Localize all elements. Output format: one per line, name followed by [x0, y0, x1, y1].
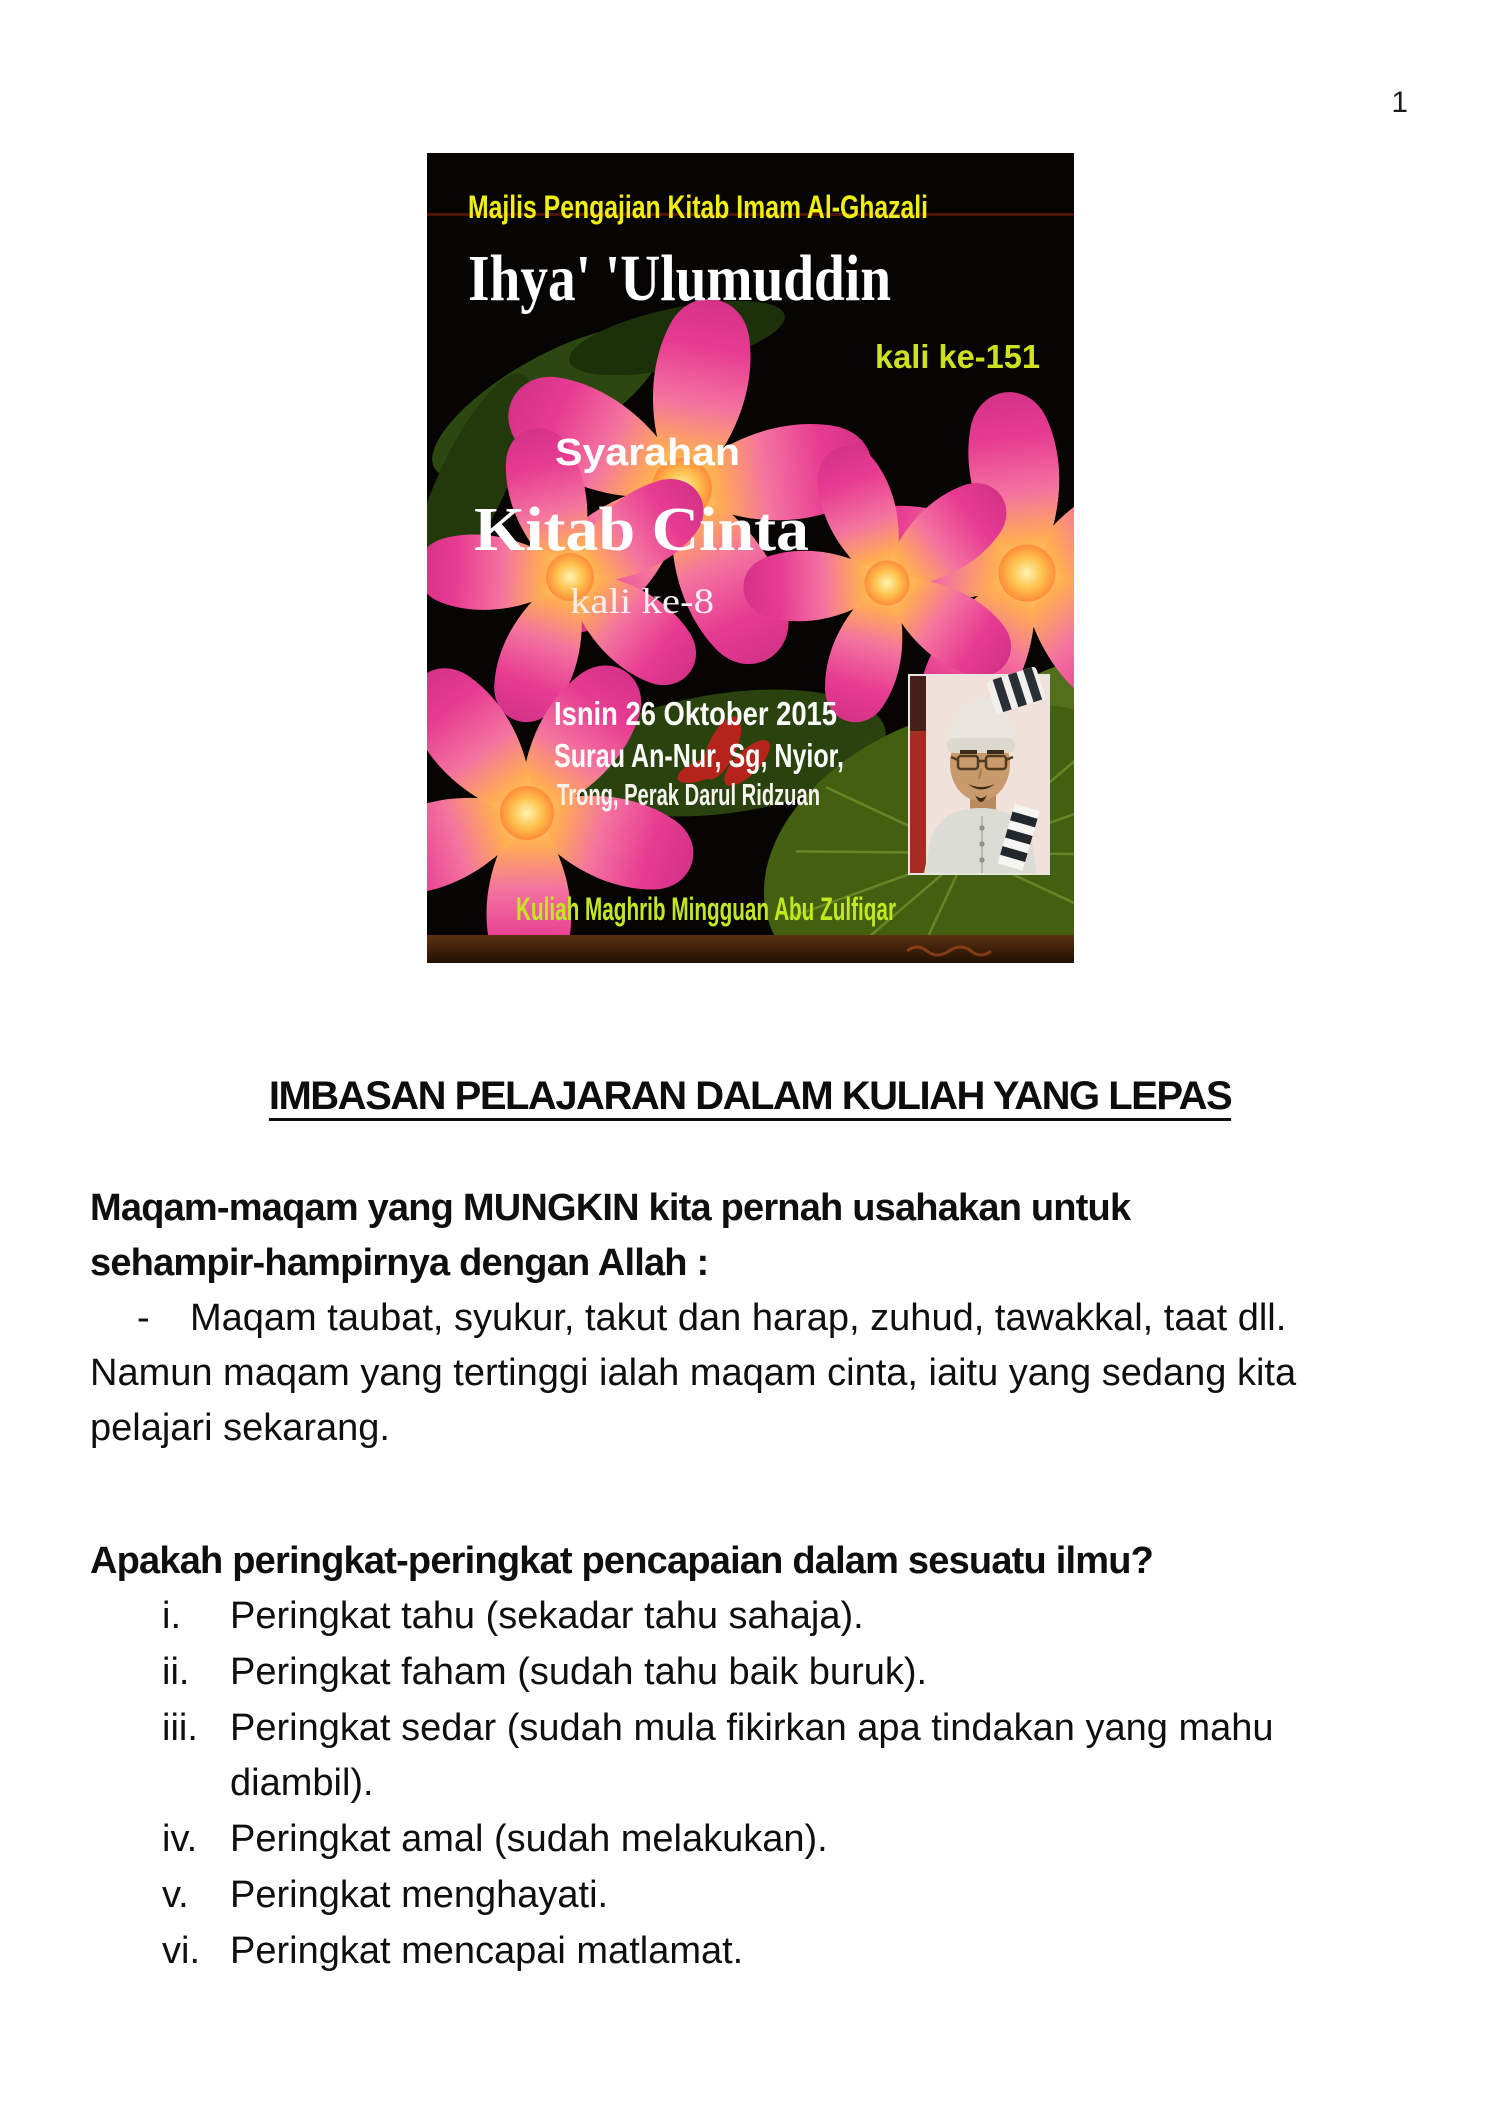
list-marker: iii.	[162, 1707, 198, 1749]
bullet-item	[90, 1291, 1430, 1346]
list-item	[90, 1589, 1430, 1644]
section-heading	[0, 1074, 1500, 1119]
poster-title: Ihya' 'Ulumuddin	[468, 242, 891, 315]
list-marker: i.	[162, 1595, 181, 1637]
list-marker: vi.	[162, 1930, 200, 1972]
poster-date: Isnin 26 Oktober 2015	[554, 695, 837, 732]
list-text: Peringkat mencapai matlamat.	[230, 1930, 744, 1972]
dash-marker: -	[137, 1297, 150, 1339]
follow-paragraph	[90, 1346, 1430, 1456]
achievement-list	[90, 1589, 1430, 1980]
list-item	[90, 1868, 1430, 1923]
list-marker: ii.	[162, 1651, 190, 1693]
list-text: Peringkat tahu (sekadar tahu sahaja).	[230, 1595, 864, 1637]
speaker-photo	[908, 666, 1050, 875]
event-poster	[427, 153, 1074, 963]
list-item	[90, 1812, 1430, 1867]
section-heading-text: IMBASAN PELAJARAN DALAM KULIAH YANG LEPAS	[268, 1074, 1232, 1118]
list-text: Peringkat amal (sudah melakukan).	[230, 1818, 828, 1860]
poster-footer: Kuliah Maghrib Mingguan Abu Zulfiqar	[516, 891, 896, 927]
poster-series-count: kali ke-151	[875, 338, 1040, 375]
bottom-band	[427, 935, 1074, 963]
poster-book-session: kali ke-8	[570, 581, 714, 621]
poster-image	[427, 153, 1074, 963]
list-marker: iv.	[162, 1818, 198, 1860]
text-line: Maqam-maqam yang MUNGKIN kita pernah usahakan untuk	[90, 1187, 1131, 1229]
poster-book-title: Kitab Cinta	[474, 496, 809, 564]
text-line: sehampir-hampirnya dengan Allah :	[90, 1242, 709, 1284]
list-item	[90, 1924, 1430, 1979]
intro-paragraph	[90, 1181, 1430, 1291]
question-heading: Apakah peringkat-peringkat pencapaian dalam sesuatu ilmu?	[90, 1540, 1154, 1582]
bullet-text: Maqam taubat, syukur, takut dan harap, zuhud, tawakkal, taat dll.	[190, 1297, 1287, 1339]
poster-header: Majlis Pengajian Kitab Imam Al-Ghazali	[468, 189, 928, 225]
list-item	[90, 1645, 1430, 1700]
list-text: Peringkat faham (sudah tahu baik buruk).	[230, 1651, 928, 1693]
poster-venue-line2: Trong, Perak Darul Ridzuan	[557, 777, 820, 812]
text-line: Namun maqam yang tertinggi ialah maqam cinta, iaitu yang sedang kita	[90, 1352, 1297, 1394]
page-number: 1	[1391, 86, 1408, 119]
list-text: Peringkat menghayati.	[230, 1874, 609, 1916]
text-line: pelajari sekarang.	[90, 1407, 390, 1449]
list-item	[90, 1701, 1430, 1811]
list-text: Peringkat sedar (sudah mula fikirkan apa tindakan yang mahu diambil).	[230, 1707, 1274, 1804]
list-marker: v.	[162, 1874, 189, 1916]
poster-lecture-type: Syarahan	[555, 432, 740, 474]
poster-venue-line1: Surau An-Nur, Sg, Nyior,	[554, 737, 844, 774]
